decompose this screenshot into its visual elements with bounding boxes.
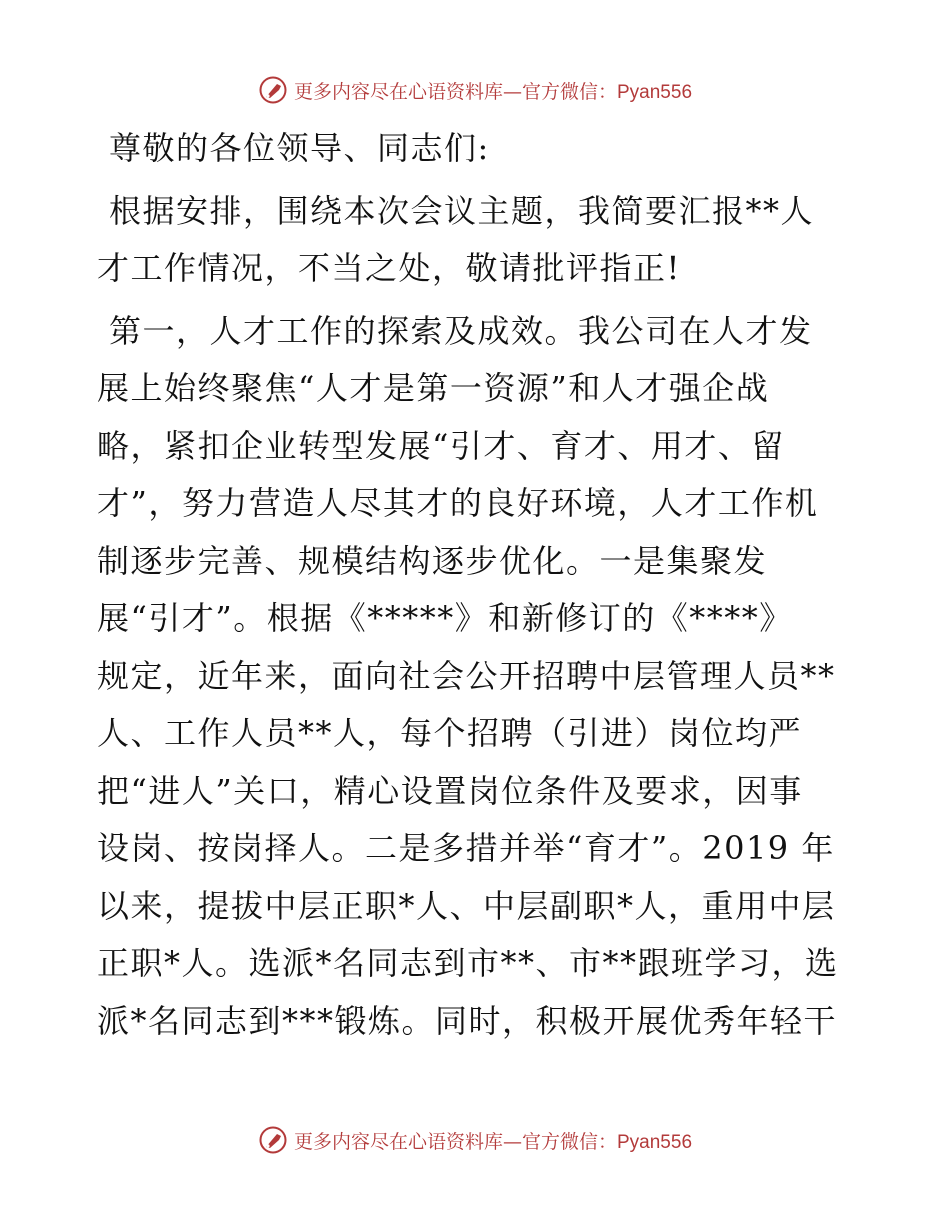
banner-text	[294, 1127, 692, 1154]
paragraph-2-line: 以来，提拔中层正职*人、中层副职*人，重用中层	[97, 886, 836, 925]
footer-banner	[0, 1122, 950, 1158]
paragraph-2-line: 展“引才”。根据《*****》和新修订的《****》	[97, 599, 793, 637]
banner-label: 更多内容尽在心语资料库—官方微信：	[293, 1130, 617, 1153]
paragraph-2-line: 设岗、按岗择人。二是多措并举“育才”。2019 年	[97, 829, 835, 867]
banner-text	[294, 77, 692, 104]
paragraph-2-line: 人、工作人员**人，每个招聘（引进）岗位均严	[97, 714, 803, 752]
paragraph-2-line: 第一，人才工作的探索及成效。我公司在人才发	[109, 311, 813, 350]
paragraph-2-line: 把“进人”关口，精心设置岗位条件及要求，因事	[97, 771, 803, 810]
paragraph-1-line: 才工作情况，不当之处，敬请批评指正!	[97, 249, 681, 287]
paragraph-2-line: 制逐步完善、规模结构逐步优化。一是集聚发	[97, 541, 768, 580]
pen-nib-logo-icon	[258, 75, 288, 105]
paragraph-2-line: 派*名同志到***锻炼。同时，积极开展优秀年轻干	[97, 1001, 838, 1040]
paragraph-2-line: 规定，近年来，面向社会公开招聘中层管理人员**	[97, 656, 836, 695]
paragraph-2-line: 展上始终聚焦“人才是第一资源”和人才强企战	[97, 369, 770, 407]
paragraph-2-line: 正职*人。选派*名同志到市**、市**跟班学习，选	[97, 944, 839, 982]
pen-nib-logo-icon	[258, 1125, 288, 1155]
document-body	[97, 120, 867, 1050]
greeting: 尊敬的各位领导、同志们:	[109, 129, 490, 167]
paragraph-2-line: 才”，努力营造人尽其才的良好环境，人才工作机	[97, 484, 819, 522]
wechat-id: Pyan556	[617, 81, 693, 103]
header-banner	[0, 72, 950, 108]
wechat-id: Pyan556	[617, 1131, 693, 1153]
banner-label: 更多内容尽在心语资料库—官方微信：	[293, 80, 617, 103]
paragraph-2-line: 略，紧扣企业转型发展“引才、育才、用才、留	[97, 426, 785, 465]
paragraph-1-line: 根据安排，围绕本次会议主题，我简要汇报**人	[109, 191, 815, 230]
